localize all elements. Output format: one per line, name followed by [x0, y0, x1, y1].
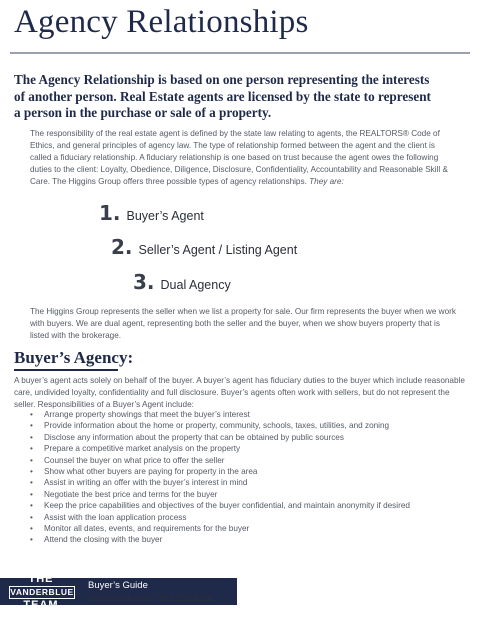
- buyers-agency-heading: Buyer’s Agency:: [14, 348, 134, 367]
- list-item: [30, 432, 460, 443]
- agency-type-buyers-agent: [99, 201, 204, 225]
- list-item: [30, 512, 460, 523]
- list-item: [30, 489, 460, 500]
- intro-statement: The Agency Relationship is based on one person representing the interests of another person. Real Estate agents are licensed by the state to represent a person in the purchase or sale of a property.: [14, 72, 431, 120]
- list-item: [30, 420, 460, 431]
- logo-text-middle: VANDERBLUE: [10, 587, 74, 597]
- list-item-text: Monitor all dates, events, and requirements for the buyer: [44, 524, 250, 534]
- list-item-text: Negotiate the best price and terms for the buyer: [44, 489, 218, 499]
- bullet-icon: •: [30, 535, 33, 545]
- list-item-text: Counsel the buyer on what price to offer the seller: [44, 455, 225, 465]
- agency-type-label: Buyer’s Agent: [126, 209, 204, 223]
- bullet-icon: •: [30, 421, 33, 431]
- bullet-icon: •: [30, 501, 33, 511]
- logo-text-top: THE: [28, 573, 54, 585]
- heading-underline: [14, 369, 118, 371]
- list-item-text: Prepare a competitive market analysis on the property: [44, 444, 241, 454]
- list-item: [30, 500, 460, 511]
- bullet-icon: •: [30, 432, 33, 442]
- agency-type-label: Seller’s Agent / Listing Agent: [138, 243, 298, 257]
- list-item: [30, 466, 460, 477]
- list-item-text: Assist in writing an offer with the buyer’s interest in mind: [44, 478, 248, 488]
- list-item-text: Disclose any information about the property that can be obtained by public sources: [44, 432, 344, 442]
- buyer-agent-duties-list: [30, 409, 460, 546]
- buyers-guide-label: Buyer’s Guide: [88, 580, 148, 591]
- responsibility-paragraph: [30, 128, 458, 188]
- list-item-text: Keep the price capabilities and objectives of the buyer confidential, and maintain anonymity if desired: [44, 501, 410, 511]
- title-divider: [10, 52, 470, 54]
- list-item: [30, 534, 460, 545]
- bullet-icon: •: [30, 489, 33, 499]
- bullet-icon: •: [30, 478, 33, 488]
- vanderblue-team-logo: [7, 572, 75, 614]
- bullet-icon: •: [30, 444, 33, 454]
- logo-text-bottom: TEAM: [23, 599, 59, 611]
- list-item: [30, 523, 460, 534]
- contact-info: Vanderblue.com | 203.259.8326: [88, 593, 213, 603]
- buyers-agency-paragraph: A buyer’s agent acts solely on behalf of the buyer. A buyer’s agent has fiduciary duties to the buyer which include reasonable care, undivided loyalty, confidentiality and full disclosure. Buyer’s agents often work with sellers, but do not represent the seller. Responsibilities of a Buyer’s Agent include:: [14, 376, 465, 409]
- list-item: [30, 409, 460, 420]
- bullet-icon: •: [30, 455, 33, 465]
- responsibility-text: The responsibility of the real estate agent is defined by the state law relating to agents, the REALTORS® Code of Ethics, and general principles of agency law. The type of relationship formed between the agent and the client is called a fiduciary relationship. A fiduciary relationship is one based on trust because the agent owes the following duties to the client: Loyalty, Obedience, Diligence, Disclosure, Confidentiality, Accountability and Reasonable Skill & Care. The Higgins Group offers three possible types of agency relationships.: [30, 129, 448, 186]
- list-item: [30, 455, 460, 466]
- higgins-group-paragraph: The Higgins Group represents the seller when we list a property for sale. Our firm represents the buyer when we work with buyers. We are dual agent, representing both the seller and the buyer, when we show buyers property that is listed with the brokerage.: [30, 307, 456, 340]
- list-item-text: Attend the closing with the buyer: [44, 535, 163, 545]
- agency-type-number: 3.: [133, 270, 155, 294]
- list-item: [30, 443, 460, 454]
- list-item-text: Show what other buyers are paying for property in the area: [44, 467, 258, 477]
- page-title: Agency Relationships: [14, 4, 309, 40]
- agency-type-number: 1.: [99, 201, 121, 225]
- list-item-text: Provide information about the home or property, community, schools, taxes, utilities, and zoning: [44, 421, 390, 431]
- agency-type-dual-agency: [133, 270, 231, 294]
- list-item: [30, 477, 460, 488]
- agency-type-sellers-agent: [111, 235, 297, 259]
- agency-type-label: Dual Agency: [160, 278, 231, 292]
- bullet-icon: •: [30, 467, 33, 477]
- bullet-icon: •: [30, 410, 33, 419]
- list-item-text: Assist with the loan application process: [44, 512, 187, 522]
- bullet-icon: •: [30, 512, 33, 522]
- responsibility-tail: They are:: [309, 177, 344, 186]
- bullet-icon: •: [30, 524, 33, 534]
- list-item-text: Arrange property showings that meet the buyer’s interest: [44, 410, 250, 419]
- agency-type-number: 2.: [111, 235, 133, 259]
